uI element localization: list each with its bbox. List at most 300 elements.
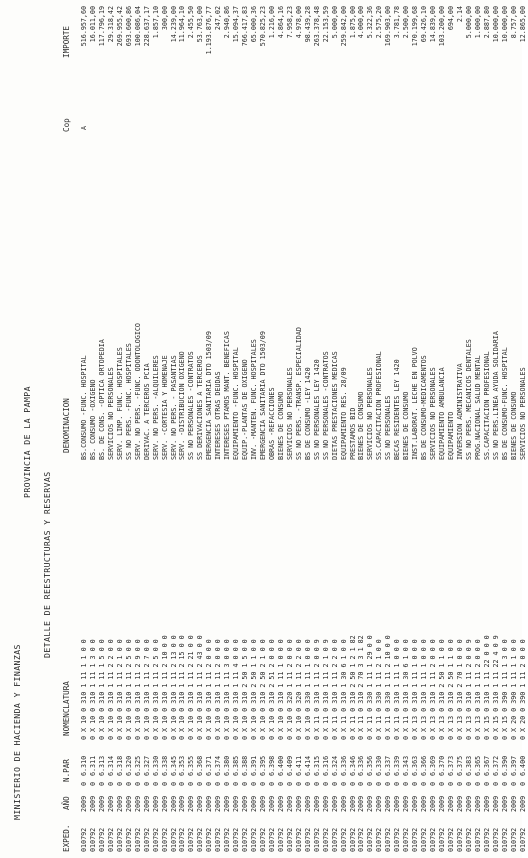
cell-par: 0 <box>196 781 205 786</box>
cell-par: 0 <box>339 781 348 786</box>
cell-nomenclatura: 0 X 13 0 310 1 11 2 0 0 0 <box>473 639 482 740</box>
cell-expediente: 010792 <box>303 827 312 852</box>
table-row <box>250 0 259 858</box>
cell-num: 6.339 <box>393 755 402 776</box>
cell-importe: 53.763,00 <box>196 6 205 43</box>
cell-denominacion: SS DERIVACIONES A TERCEROS <box>196 355 205 460</box>
cell-num: 6.400 <box>276 755 285 776</box>
cell-par: 0 <box>321 781 330 786</box>
cell-par: 0 <box>482 781 491 786</box>
table-row <box>241 0 250 858</box>
cell-nomenclatura: 0 X 10 0 310 1 11 2 7 0 0 <box>142 639 151 740</box>
cell-importe: 14.239,00 <box>169 6 178 43</box>
cell-denominacion: EQUIPAMIENTO <box>446 411 455 460</box>
cell-importe: 1.875,00 <box>348 6 357 39</box>
table-row <box>196 0 205 858</box>
cell-nomenclatura: 0 X 10 0 320 1 11 2 0 0 0 <box>285 639 294 740</box>
cell-expediente: 010792 <box>160 827 169 852</box>
table-row <box>116 0 125 858</box>
cell-expediente: 010792 <box>133 827 142 852</box>
table-row <box>214 0 223 858</box>
cell-denominacion: EQUIP.-PLANTAS DE OXIGENO <box>241 359 250 460</box>
cell-expediente: 010792 <box>142 827 151 852</box>
cell-anio: 2009 <box>294 795 303 812</box>
cell-importe: 10.000,00 <box>491 6 500 43</box>
cell-nomenclatura: 0 X 20 0 390 1 11 1 1 0 0 <box>509 639 518 740</box>
table-row <box>286 0 295 858</box>
cell-anio: 2009 <box>196 795 205 812</box>
cell-importe: 11.964,10 <box>178 6 187 43</box>
cell-importe: 694,00 <box>446 6 455 31</box>
cell-nomenclatura: 0 X 13 0 310 1 11 2 0 0 0 <box>429 639 438 740</box>
cell-par: 0 <box>518 781 527 786</box>
cell-num: 6.414 <box>303 755 312 776</box>
cell-par: 0 <box>285 781 294 786</box>
cell-num: 6.343 <box>402 755 411 776</box>
cell-expediente: 010792 <box>259 827 267 852</box>
cell-anio: 2009 <box>518 795 527 812</box>
cell-num: 6.383 <box>464 755 473 776</box>
cell-nomenclatura: 0 X 10 0 310 1 11 3 0 0 0 <box>223 639 232 740</box>
cell-importe: 263.378,48 <box>312 6 321 47</box>
cell-par: 0 <box>214 781 223 786</box>
cell-num: 6.363 <box>411 755 420 776</box>
cell-par: 0 <box>420 781 429 786</box>
cell-anio: 2009 <box>267 795 276 812</box>
cell-cop: A <box>80 125 88 130</box>
cell-nomenclatura: 0 X 11 0 310 1 30 6 1 0 0 <box>339 639 348 740</box>
cell-importe: 5.000,00 <box>464 6 473 39</box>
cell-par: 0 <box>294 781 303 786</box>
cell-denominacion: SERVICIOS NO PERSONALES <box>106 367 115 460</box>
cell-nomenclatura: 0 X 10 0 310 1 11 4 0 0 0 <box>232 639 241 740</box>
cell-denominacion: SS NO PERS. -TRANSP. ESPECIALIDAD <box>294 327 303 460</box>
table-row <box>98 0 107 858</box>
cell-num: 6.368 <box>196 755 205 776</box>
cell-nomenclatura: 0 X 10 0 310 1 11 2 5 0 0 <box>151 639 160 740</box>
cell-anio: 2009 <box>223 795 232 812</box>
cell-num: 6.310 <box>80 755 88 776</box>
cell-nomenclatura: 0 X 10 0 310 1 11 2 5 0 0 <box>124 639 133 740</box>
table-row <box>223 0 232 858</box>
table-row <box>295 0 304 858</box>
cell-importe: 766.417,83 <box>241 6 250 47</box>
table-row <box>304 0 313 858</box>
cell-par: 0 <box>223 781 232 786</box>
cell-expediente: 010792 <box>321 827 330 852</box>
cell-anio: 2009 <box>88 795 97 812</box>
cell-importe: 4.978,00 <box>294 6 303 39</box>
cell-importe: 170.199,68 <box>411 6 420 47</box>
cell-par: 0 <box>411 781 420 786</box>
cell-denominacion: SS NO PERS. MECANICOS DENTALES <box>464 339 473 460</box>
cell-nomenclatura: 0 X 10 0 310 1 11 2 0 0 0 <box>205 639 214 740</box>
cell-anio: 2009 <box>142 795 151 812</box>
cell-nomenclatura: 0 X 10 0 310 1 11 2 1 0 0 <box>115 639 124 740</box>
cell-expediente: 010792 <box>339 827 348 852</box>
cell-importe: 98.439,28 <box>303 6 312 43</box>
table-row <box>474 0 483 858</box>
cell-num: 6.395 <box>259 755 267 776</box>
cell-denominacion: BIENES DE CONSUMO <box>402 391 411 460</box>
cell-nomenclatura: 0 X 13 0 310 1 11 1 0 0 0 <box>411 639 420 740</box>
cell-par: 0 <box>169 781 178 786</box>
col-head-denominacion: DENOMINACION <box>62 398 71 453</box>
cell-num: 6.366 <box>420 755 429 776</box>
cell-num: 6.397 <box>509 755 518 776</box>
cell-importe: 2.455,50 <box>187 6 196 39</box>
cell-nomenclatura: 0 X 10 0 310 2 50 1 5 0 0 <box>241 639 250 740</box>
cell-num: 6.409 <box>285 755 294 776</box>
cell-anio: 2009 <box>133 795 142 812</box>
cell-anio: 2009 <box>482 795 491 812</box>
table-row <box>411 0 420 858</box>
cell-nomenclatura: 0 X 10 0 310 1 11 2 10 0 0 <box>160 635 169 740</box>
cell-denominacion: BIENES DE CONSUMO <box>357 391 366 460</box>
cell-denominacion: EQUIPAMIENTO RES. 28/09 <box>339 367 348 460</box>
cell-num: 6.365 <box>473 755 482 776</box>
cell-denominacion: SS NO PERSONALES <box>384 395 393 460</box>
cell-anio: 2009 <box>509 795 518 812</box>
cell-denominacion: INST.LABORAT. LECHE EN POLVO <box>411 347 420 460</box>
cell-par: 0 <box>446 781 455 786</box>
cell-anio: 2009 <box>473 795 482 812</box>
cell-expediente: 010792 <box>473 827 482 852</box>
cell-nomenclatura: 0 X 13 0 310 2 50 1 1 0 0 <box>438 639 446 740</box>
table-row <box>340 0 349 858</box>
cell-expediente: 010792 <box>187 827 196 852</box>
cell-denominacion: SERV. NO PERS. -FUNC. ODONTOLOGICO <box>133 323 142 460</box>
cell-importe: 29.318,42 <box>106 6 115 43</box>
table-row <box>322 0 331 858</box>
table-row <box>205 0 214 858</box>
cell-num: 6.327 <box>142 755 151 776</box>
cell-denominacion: SERVICIOS NO PERSONALES <box>518 367 527 460</box>
cell-expediente: 010792 <box>223 827 232 852</box>
cell-expediente: 010792 <box>411 827 420 852</box>
cell-num: 6.372 <box>491 755 500 776</box>
cell-importe: 2.887,80 <box>482 6 491 39</box>
cell-par: 0 <box>357 781 366 786</box>
cell-num: 6.391 <box>250 755 259 776</box>
cell-par: 0 <box>429 781 438 786</box>
cell-par: 0 <box>80 781 88 786</box>
cell-expediente: 010792 <box>178 827 187 852</box>
cell-denominacion: SERV. LIMP. FUNC. HOSPITALES <box>115 347 124 460</box>
cell-par: 0 <box>473 781 482 786</box>
cell-nomenclatura: 0 X 10 0 310 1 11 1 5 0 0 <box>97 639 106 740</box>
cell-importe: 300,00 <box>160 6 169 31</box>
cell-nomenclatura: 0 X 10 0 310 1 11 1 3 0 0 <box>88 639 97 740</box>
cell-num: 6.313 <box>97 755 106 776</box>
cell-par: 0 <box>366 781 375 786</box>
table-row <box>349 0 358 858</box>
cell-nomenclatura: 0 X 10 0 310 1 11 2 9 0 0 <box>133 639 142 740</box>
table-row <box>357 0 366 858</box>
cell-anio: 2009 <box>241 795 250 812</box>
cell-importe: 2.940,86 <box>223 6 232 39</box>
cell-importe: 103.200,00 <box>438 6 446 47</box>
cell-importe: 8.757,00 <box>509 6 518 39</box>
cell-anio: 2009 <box>312 795 321 812</box>
cell-anio: 2009 <box>285 795 294 812</box>
cell-anio: 2009 <box>446 795 455 812</box>
cell-par: 0 <box>133 781 142 786</box>
cell-importe: 65.000,36 <box>250 6 259 43</box>
cell-par: 0 <box>187 781 196 786</box>
table-row <box>170 0 179 858</box>
cell-anio: 2009 <box>169 795 178 812</box>
cell-nomenclatura: 0 X 11 0 310 1 11 2 1 0 9 <box>321 639 330 740</box>
col-head-importe: IMPORTE <box>62 25 71 58</box>
cell-expediente: 010792 <box>446 827 455 852</box>
cell-importe: 5.000,00 <box>330 6 339 39</box>
cell-expediente: 010792 <box>267 827 276 852</box>
cell-num: 6.374 <box>214 755 223 776</box>
cell-nomenclatura: 0 X 15 0 310 1 11 22 0 0 0 <box>482 635 491 740</box>
cell-nomenclatura: 0 X 13 0 310 2 50 1 1 0 0 <box>446 639 455 740</box>
cell-denominacion: SS.CAPACITACION PROFESIONAL <box>482 351 491 460</box>
cell-par: 0 <box>330 781 339 786</box>
cell-anio: 2009 <box>187 795 196 812</box>
cell-denominacion: SERVICIOS NO PERSONALES <box>285 367 294 460</box>
cell-expediente: 010792 <box>232 827 241 852</box>
cell-expediente: 010792 <box>312 827 321 852</box>
table-row <box>134 0 143 858</box>
cell-nomenclatura: 0 X 10 0 310 1 11 2 43 0 0 <box>196 635 205 740</box>
cell-nomenclatura: 0 X 13 0 310 1 11 2 0 0 9 <box>464 639 473 740</box>
cell-num: 6.318 <box>115 755 124 776</box>
report-subtitle: DETALLE DE REESTRUCTURAS Y RESERVAS <box>42 471 52 658</box>
cell-num: 6.385 <box>232 755 241 776</box>
cell-importe: 2.575,20 <box>375 6 384 39</box>
cell-num: 6.398 <box>267 755 276 776</box>
cell-num: 6.330 <box>151 755 160 776</box>
cell-anio: 2009 <box>366 795 375 812</box>
cell-importe: 1.216,00 <box>267 6 276 39</box>
cell-denominacion: BS.CONSUMO -FUNC. HOSPITAL <box>80 355 88 460</box>
cell-expediente: 010792 <box>205 827 214 852</box>
table-row <box>483 0 492 858</box>
cell-nomenclatura: 0 X 11 0 310 2 50 1 2 1 82 <box>348 635 357 740</box>
cell-anio: 2009 <box>303 795 312 812</box>
cell-num: 6.314 <box>106 755 115 776</box>
table-row <box>143 0 152 858</box>
cell-denominacion: SERVICIOS NO PERSONALES <box>366 367 375 460</box>
cell-anio: 2009 <box>106 795 115 812</box>
cell-denominacion: PRESTAMOS BID <box>348 407 357 460</box>
cell-denominacion: INTERESES PTAMOS MANT. BENEFICAS <box>223 331 232 460</box>
table-row <box>402 0 411 858</box>
cell-expediente: 010792 <box>348 827 357 852</box>
table-row <box>366 0 375 858</box>
cell-nomenclatura: 0 X 10 0 320 1 11 2 2 0 0 <box>294 639 303 740</box>
cell-par: 0 <box>303 781 312 786</box>
cell-anio: 2009 <box>205 795 214 812</box>
cell-anio: 2009 <box>500 795 509 812</box>
cell-par: 0 <box>115 781 124 786</box>
cell-expediente: 010792 <box>124 827 133 852</box>
cell-importe: 1.857,10 <box>151 6 160 39</box>
cell-par: 0 <box>464 781 473 786</box>
cell-nomenclatura: 0 X 11 0 330 1 11 2 1 0 0 <box>375 639 384 740</box>
cell-nomenclatura: 0 X 11 0 310 1 11 2 0 0 9 <box>312 639 321 740</box>
cell-anio: 2009 <box>411 795 420 812</box>
cell-expediente: 010792 <box>455 827 464 852</box>
table-row <box>107 0 116 858</box>
cell-importe: 100.086,04 <box>133 6 142 47</box>
cell-expediente: 010792 <box>276 827 285 852</box>
cell-anio: 2009 <box>491 795 500 812</box>
cell-expediente: 010792 <box>330 827 339 852</box>
cell-par: 0 <box>250 781 259 786</box>
cell-anio: 2009 <box>438 795 446 812</box>
cell-num: 6.400 <box>518 755 527 776</box>
cell-denominacion: BIENES DE CONSUMO <box>276 391 285 460</box>
table-row <box>313 0 322 858</box>
cell-num: 6.411 <box>294 755 303 776</box>
cell-par: 0 <box>375 781 384 786</box>
cell-importe: 259.842,00 <box>339 6 348 47</box>
cell-expediente: 010792 <box>169 827 178 852</box>
cell-par: 0 <box>151 781 160 786</box>
cell-expediente: 010792 <box>366 827 375 852</box>
table-row <box>178 0 187 858</box>
cell-expediente: 010792 <box>241 827 250 852</box>
col-head-nomenclatura: NOMENCLATURA <box>62 681 71 736</box>
col-head-cop: Cop <box>62 118 71 132</box>
table-row <box>420 0 429 858</box>
cell-par: 0 <box>160 781 169 786</box>
cell-importe: 169.903,00 <box>384 6 393 47</box>
cell-par: 0 <box>455 781 464 786</box>
cell-anio: 2009 <box>429 795 438 812</box>
cell-importe: 516.957,60 <box>80 6 88 47</box>
table-row <box>161 0 170 858</box>
ministry-title: MINISTERIO DE HACIENDA Y FINANZAS <box>12 644 22 820</box>
cell-par: 0 <box>205 781 214 786</box>
cell-importe: 693.600,86 <box>124 6 133 47</box>
table-row <box>465 0 474 858</box>
cell-nomenclatura: 0 X 10 0 310 1 11 2 21 0 0 <box>187 635 196 740</box>
cell-denominacion: SERV. -DISTRIBUCION OXIGENO <box>178 351 187 460</box>
cell-denominacion: DIETAS PRESTACIONES MEDICAS <box>330 351 339 460</box>
cell-num: 6.375 <box>455 755 464 776</box>
province-title: PROVINCIA DE LA PAMPA <box>22 386 32 498</box>
cell-par: 0 <box>438 781 446 786</box>
cell-expediente: 010792 <box>509 827 518 852</box>
cell-num: 6.324 <box>330 755 339 776</box>
cell-par: 0 <box>491 781 500 786</box>
cell-par: 0 <box>312 781 321 786</box>
cell-nomenclatura: 0 X 13 0 310 2 70 1 0 0 0 <box>455 639 464 740</box>
table-row <box>438 0 447 858</box>
cell-num: 6.336 <box>339 755 348 776</box>
cell-nomenclatura: 0 X 13 0 310 1 11 1 0 0 0 <box>420 639 429 740</box>
cell-anio: 2009 <box>321 795 330 812</box>
cell-num: 6.325 <box>133 755 142 776</box>
table-row <box>510 0 519 858</box>
cell-importe: 12.865,00 <box>518 6 527 43</box>
cell-anio: 2009 <box>420 795 429 812</box>
cell-nomenclatura: 0 X 10 0 310 1 11 1 1 0 0 <box>80 639 88 740</box>
cell-par: 0 <box>97 781 106 786</box>
cell-importe: 228.637,17 <box>142 6 151 47</box>
table-row <box>429 0 438 858</box>
cell-importe: 16.011,00 <box>88 6 97 43</box>
cell-num: 6.369 <box>429 755 438 776</box>
cell-num: 6.345 <box>169 755 178 776</box>
cell-num: 6.320 <box>124 755 133 776</box>
cell-par: 0 <box>384 781 393 786</box>
cell-par: 0 <box>106 781 115 786</box>
cell-nomenclatura: 0 X 10 0 310 2 50 2 1 0 0 <box>259 639 267 740</box>
cell-denominacion: PROG.NACIONAL SALUD MENTAL <box>473 355 482 460</box>
cell-expediente: 010792 <box>402 827 411 852</box>
cell-nomenclatura: 0 X 20 0 390 1 11 2 0 0 0 <box>518 639 527 740</box>
cell-denominacion: SERVICIOS NO PERSONALES <box>429 367 438 460</box>
cell-anio: 2009 <box>276 795 285 812</box>
cell-importe: 117.796,19 <box>97 6 106 47</box>
cell-expediente: 010792 <box>482 827 491 852</box>
cell-par: 0 <box>276 781 285 786</box>
col-head-npar: N.PAR <box>62 759 71 782</box>
cell-denominacion: BS DE CONSUMO-FUNC. HOSPITAL <box>500 347 509 460</box>
cell-denominacion: INTERESES OTRAS DEUDAS <box>214 371 223 460</box>
cell-nomenclatura: 0 X 10 0 310 2 51 2 0 0 0 <box>267 639 276 740</box>
cell-anio: 2009 <box>402 795 411 812</box>
table-row <box>492 0 501 858</box>
cell-num: 6.337 <box>384 755 393 776</box>
cell-importe: 3.781,78 <box>393 6 402 39</box>
cell-expediente: 010792 <box>464 827 473 852</box>
cell-anio: 2009 <box>232 795 241 812</box>
cell-anio: 2009 <box>464 795 473 812</box>
cell-expediente: 010792 <box>80 827 88 852</box>
cell-num: 6.338 <box>160 755 169 776</box>
cell-denominacion: SS NO PERSONALES LEY 1420 <box>312 359 321 460</box>
table-row <box>519 0 528 858</box>
cell-denominacion: EMERGENCIA SANITARIA DTO 1503/09 <box>259 331 267 460</box>
cell-importe: 22.153,59 <box>321 6 330 43</box>
cell-nomenclatura: 0 X 11 0 310 1 11 1 0 0 0 <box>393 639 402 740</box>
cell-nomenclatura: 0 X 15 0 390 1 11 1 3 0 0 <box>500 639 509 740</box>
table-row <box>187 0 196 858</box>
cell-nomenclatura: 0 X 11 0 330 1 11 1 29 0 0 <box>366 635 375 740</box>
cell-num: 6.356 <box>366 755 375 776</box>
cell-importe: 7.958,23 <box>285 6 294 39</box>
cell-nomenclatura: 0 X 10 0 310 1 11 2 15 0 0 <box>178 635 187 740</box>
cell-importe: 14.839,00 <box>429 6 438 43</box>
cell-anio: 2009 <box>250 795 259 812</box>
cell-denominacion: EMERGENCIA SANITARIA DTO 1503/09 <box>205 331 214 460</box>
cell-expediente: 010792 <box>393 827 402 852</box>
cell-expediente: 010792 <box>285 827 294 852</box>
table-row <box>375 0 384 858</box>
cell-expediente: 010792 <box>196 827 205 852</box>
table-row <box>152 0 161 858</box>
cell-nomenclatura: 0 X 10 0 310 1 11 2 13 0 0 <box>169 635 178 740</box>
cell-anio: 2009 <box>357 795 366 812</box>
cell-denominacion: SS NO PERSONALES -CONTRATOS <box>187 351 196 460</box>
cell-denominacion: SS NO PERS.LINEA AYUDA SOLIDARIA <box>491 331 500 460</box>
table-row <box>268 0 277 858</box>
cell-par: 0 <box>241 781 250 786</box>
cell-denominacion: SERV. NO PERS. -ALQUILERES <box>151 355 160 460</box>
cell-anio: 2009 <box>160 795 169 812</box>
cell-expediente: 010792 <box>420 827 429 852</box>
cell-importe: 1.000,00 <box>473 6 482 39</box>
